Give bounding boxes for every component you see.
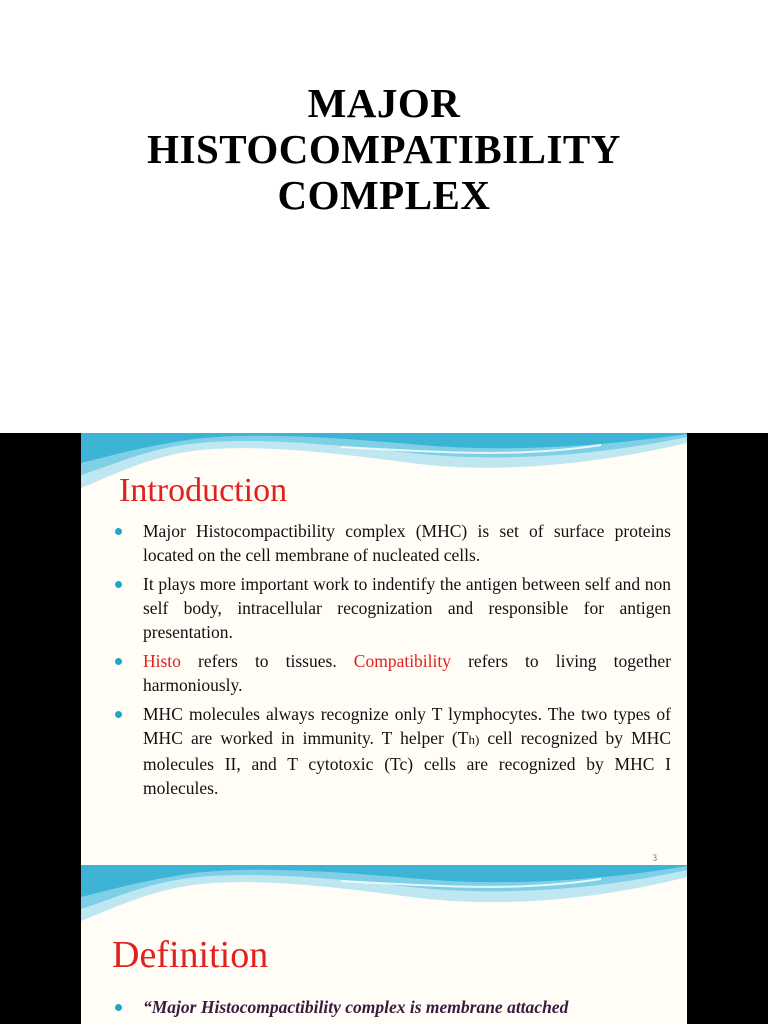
list-item bbox=[107, 649, 671, 697]
bullet-icon bbox=[115, 658, 122, 665]
bullet-icon bbox=[115, 711, 122, 718]
bullet-icon bbox=[115, 528, 122, 535]
page-number: 3 bbox=[652, 853, 657, 863]
slide-heading: Definition bbox=[112, 934, 269, 976]
slide-title bbox=[0, 80, 768, 218]
title-line-2: HISTOCOMPATIBILITY bbox=[147, 126, 621, 172]
wave-decoration bbox=[81, 865, 687, 925]
bullet-text: It plays more important work to indentify the antigen between self and non self body, intracellular recognization and responsible for antigen presentation. bbox=[143, 574, 671, 642]
bullet-text: refers to living together harmoniously. bbox=[143, 651, 671, 695]
list-item bbox=[107, 519, 671, 567]
bullet-text: MHC molecules always recognize only T lymphocytes. The two types of MHC are worked in immunity. T helper (T bbox=[143, 704, 671, 748]
definition-slide bbox=[81, 865, 687, 1024]
list-item bbox=[107, 572, 671, 644]
term-compatibility: Compatibility bbox=[353, 651, 452, 671]
introduction-slide bbox=[81, 433, 687, 865]
subscript-h: h) bbox=[468, 732, 480, 747]
bullet-text: cell recognized by MHC molecules II, and T cytotoxic (Tc) cells are recognized by MHC I molecules. bbox=[143, 728, 671, 798]
list-item bbox=[107, 995, 677, 1019]
bullet-text: “Major Histocompactibility complex is membrane attached bbox=[143, 997, 569, 1017]
slide-heading: Introduction bbox=[119, 472, 288, 509]
bullet-icon bbox=[115, 1004, 122, 1011]
term-histo: Histo bbox=[143, 651, 181, 671]
bullet-list bbox=[107, 519, 671, 805]
bullet-text: Major Histocompactibility complex (MHC) is set of surface proteins located on the cell membrane of nucleated cells. bbox=[143, 521, 671, 565]
title-line-3: COMPLEX bbox=[277, 172, 491, 218]
title-slide bbox=[0, 0, 768, 433]
list-item bbox=[107, 702, 671, 800]
bullet-text: refers to tissues. bbox=[180, 651, 354, 671]
title-line-1: MAJOR bbox=[307, 80, 461, 126]
bullet-icon bbox=[115, 581, 122, 588]
